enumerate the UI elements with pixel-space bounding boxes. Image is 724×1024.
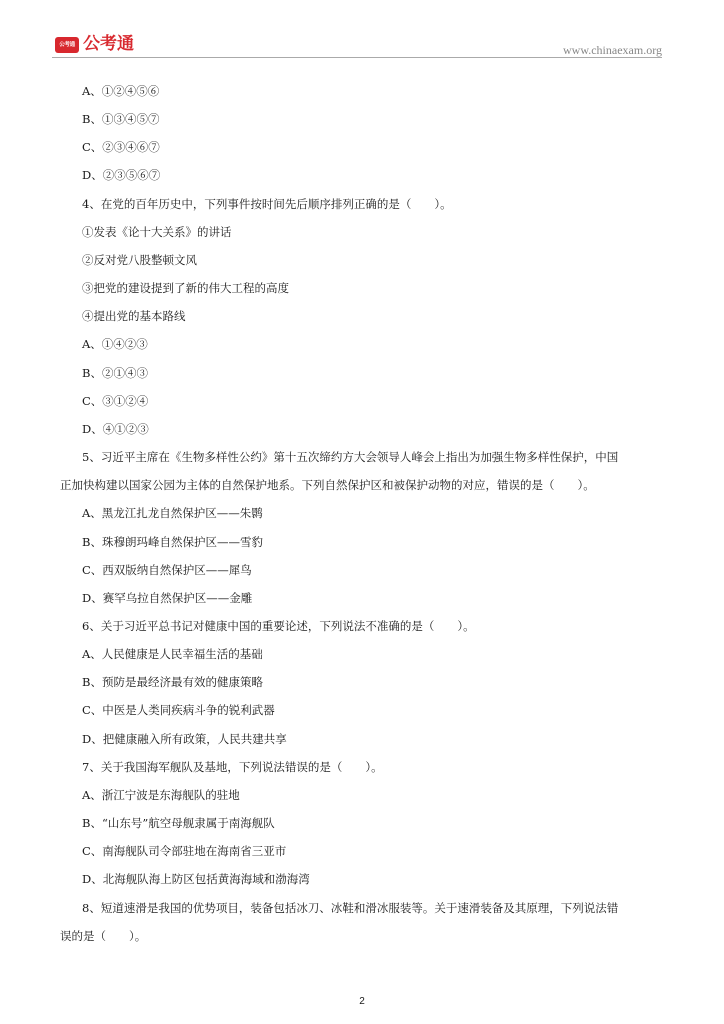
text-line: C、南海舰队司令部驻地在海南省三亚市: [82, 844, 287, 859]
text-line: 4、在党的百年历史中，下列事件按时间先后顺序排列正确的是（ ）。: [82, 196, 452, 211]
text-line: C、②③④⑥⑦: [82, 140, 160, 155]
text-line: ①发表《论十大关系》的讲话: [82, 224, 232, 239]
text-line: 5、习近平主席在《生物多样性公约》第十五次缔约方大会领导人峰会上指出为加强生物多样性保护，中国: [82, 450, 619, 465]
text-line: ③把党的建设提到了新的伟大工程的高度: [82, 281, 289, 296]
text-line: D、④①②③: [82, 421, 149, 436]
text-line: A、人民健康是人民幸福生活的基础: [82, 647, 263, 662]
text-line: 8、短道速滑是我国的优势项目，装备包括冰刀、冰鞋和滑冰服装等。关于速滑装备及其原理，下列说法错: [82, 900, 619, 915]
text-line: D、②③⑤⑥⑦: [82, 168, 161, 183]
header-divider: [52, 57, 662, 58]
page-number: 2: [359, 996, 365, 1007]
text-line: A、①④②③: [82, 337, 148, 352]
text-line: ②反对党八股整顿文风: [82, 252, 197, 267]
text-line: A、黑龙江扎龙自然保护区——朱鹮: [82, 506, 263, 521]
text-line: C、中医是人类同疾病斗争的锐利武器: [82, 703, 275, 718]
text-line: B、“山东号”航空母舰隶属于南海舰队: [82, 816, 275, 831]
text-line: C、③①②④: [82, 393, 149, 408]
text-line: B、珠穆朗玛峰自然保护区——雪豹: [82, 534, 263, 549]
text-line: 7、关于我国海军舰队及基地，下列说法错误的是（ ）。: [82, 759, 383, 774]
text-line: 误的是（ ）。: [60, 928, 147, 943]
text-line: B、预防是最经济最有效的健康策略: [82, 675, 263, 690]
document-body: [60, 77, 662, 950]
text-line: ④提出党的基本路线: [82, 309, 186, 324]
text-line: B、①③④⑤⑦: [82, 112, 160, 127]
text-line: D、赛罕乌拉自然保护区——金雕: [82, 590, 253, 605]
logo-icon: 公考通: [55, 37, 79, 53]
text-line: C、西双版纳自然保护区——犀鸟: [82, 562, 252, 577]
text-line: A、浙江宁波是东海舰队的驻地: [82, 787, 240, 802]
page-header: [52, 30, 662, 58]
text-line: A、①②④⑤⑥: [82, 84, 160, 98]
text-line: D、把健康融入所有政策，人民共建共享: [82, 731, 287, 746]
site-url: www.chinaexam.org: [563, 43, 662, 57]
text-line: D、北海舰队海上防区包括黄海海域和渤海湾: [82, 872, 310, 887]
text-line: 6、关于习近平总书记对健康中国的重要论述，下列说法不准确的是（ ）。: [82, 618, 475, 633]
text-line: 正加快构建以国家公园为主体的自然保护地系。下列自然保护区和被保护动物的对应，错误的是（ ）。: [60, 478, 595, 493]
logo-text: 公考通: [83, 34, 134, 54]
text-line: B、②①④③: [82, 365, 148, 380]
